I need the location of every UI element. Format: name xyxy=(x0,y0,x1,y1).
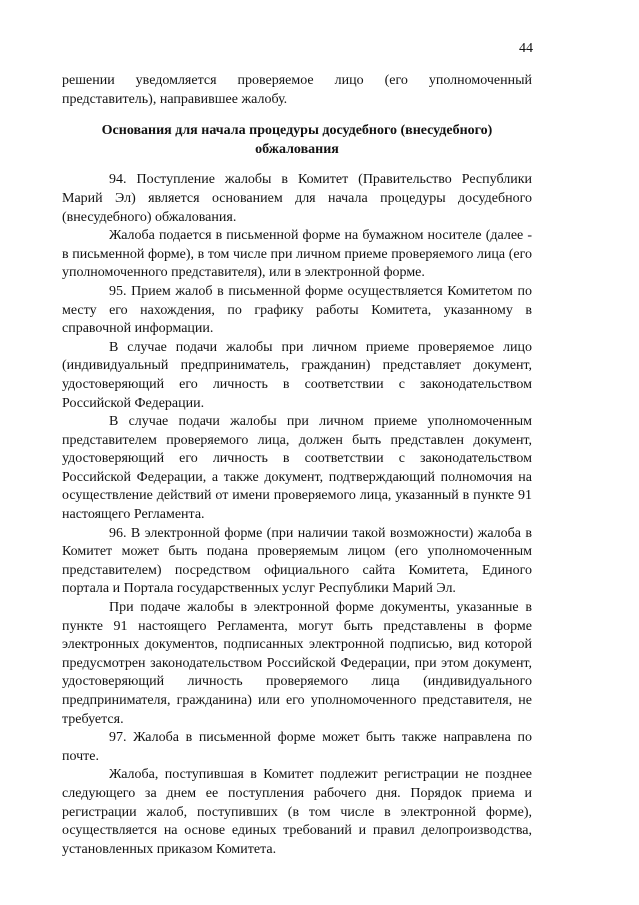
paragraph-registration: Жалоба, поступившая в Комитет подлежит регистрации не позднее следующего за днем ее поступления рабочего дня. Порядок приема и регистрации жалоб, поступивших (в том числе в электронной форме), осуществляется на основе единых требований и правил делопроизводства, установленных приказом Комитета. xyxy=(62,767,532,857)
paragraph-95: 95. Прием жалоб в письменной форме осуществляется Комитетом по месту его нахождения, по графику работы Комитета, указанному в справочной информации. xyxy=(62,283,532,337)
document-body xyxy=(62,72,532,859)
paragraph-continuation: решении уведомляется проверяемое лицо (его уполномоченный представитель), направившее жалобу. xyxy=(62,73,532,107)
page-number: 44 xyxy=(519,41,533,56)
paragraph-personal-reception: В случае подачи жалобы при личном приеме проверяемое лицо (индивидуальный предприниматель, гражданин) представляет документ, удостоверяющий его личность в соответствии с законодательством Российской Федерации. xyxy=(62,339,532,411)
paragraph-electronic-documents: При подаче жалобы в электронной форме документы, указанные в пункте 91 настоящего Регламента, могут быть представлены в форме электронных документов, подписанных электронной подписью, вид которой предусмотрен законодательством Российской Федерации, при этом документ, удостоверяющий личность проверяемого лица (индивидуального предпринимателя, гражданина) или его уполномоченного представителя, не требуется. xyxy=(62,600,532,727)
section-heading: Основания для начала процедуры досудебного (внесудебного) обжалования xyxy=(101,123,493,157)
paragraph-94: 94. Поступление жалобы в Комитет (Правительство Республики Марий Эл) является основанием для начала процедуры досудебного (внесудебного) обжалования. xyxy=(62,172,532,225)
paragraph-complaint-form: Жалоба подается в письменной форме на бумажном носителе (далее - в письменной форме), в том числе при личном приеме проверяемого лица (его уполномоченного представителя), или в электронной форме. xyxy=(62,228,532,281)
paragraph-97: 97. Жалоба в письменной форме может быть также направлена по почте. xyxy=(62,730,532,764)
paragraph-representative: В случае подачи жалобы при личном приеме уполномоченным представителем проверяемого лица, должен быть представлен документ, удостоверяющий его личность в соответствии с законодательством Российской Федерации, а также документ, подтверждающий полномочия на осуществление действий от имени проверяемого лица, указанный в пункте 91 настоящего Регламента. xyxy=(62,414,532,523)
paragraph-96: 96. В электронной форме (при наличии такой возможности) жалоба в Комитет может быть подана проверяемым лицом (его уполномоченным представителем) посредством официального сайта Комитета, Единого портала и Портала государственных услуг Республики Марий Эл. xyxy=(62,525,532,597)
